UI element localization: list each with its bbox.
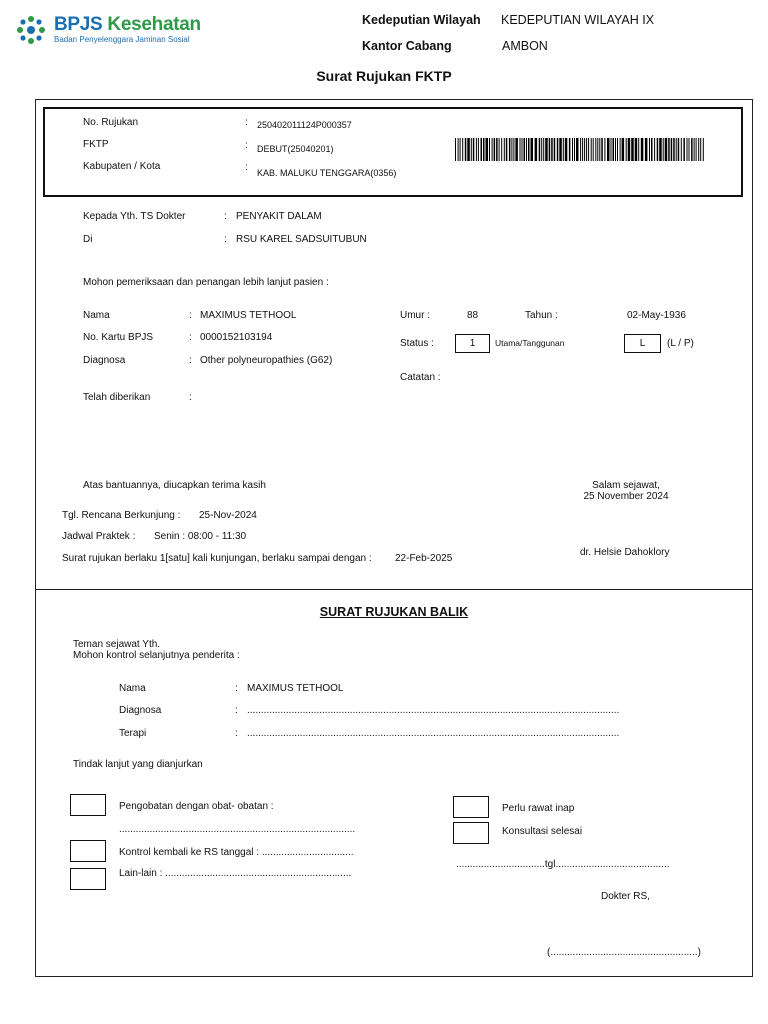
status-label: Status : [400, 338, 434, 349]
obat-checkbox[interactable] [70, 794, 106, 816]
barcode-bar [563, 138, 564, 161]
barcode-bar [678, 138, 680, 161]
barcode-bar [615, 138, 616, 161]
barcode-bar [638, 138, 639, 161]
barcode-bar [631, 138, 634, 161]
brand-name: BPJS Kesehatan [54, 14, 201, 35]
nama-label: Nama [83, 310, 110, 321]
obat-line: ..................................................................................... [119, 824, 356, 835]
barcode-bar [494, 138, 496, 161]
barcode-bar [465, 138, 467, 161]
colon: : [189, 392, 192, 403]
barcode-bar [649, 138, 650, 161]
barcode-bar [476, 138, 477, 161]
colon: : [235, 728, 238, 739]
kontrol-checkbox[interactable] [70, 840, 106, 862]
barcode-bar [593, 138, 594, 161]
barcode-bar [617, 138, 618, 161]
signature-line: (.....................................................) [547, 947, 701, 958]
barcode-bar [557, 138, 559, 161]
umur-label: Umur : [400, 310, 430, 321]
barcode-bar [668, 138, 670, 161]
balik-diagnosa-line: ...................................................................................................................................... [247, 705, 620, 716]
barcode-bar [591, 138, 592, 161]
barcode-bar [483, 138, 485, 161]
colon: : [245, 162, 248, 173]
kartu-value: 0000152103194 [200, 332, 273, 343]
barcode-bar [665, 138, 668, 161]
barcode-bar [696, 138, 697, 161]
barcode-bar [628, 138, 631, 161]
barcode-bar [663, 138, 664, 161]
dokter-rs-label: Dokter RS, [601, 891, 650, 902]
berlaku-value: 22-Feb-2025 [395, 553, 453, 564]
rencana-label: Tgl. Rencana Berkunjung : [62, 510, 181, 521]
barcode-bar [601, 138, 603, 161]
barcode-bar [478, 138, 479, 161]
no-rujukan-value: 250402011124P000357 [257, 120, 352, 130]
barcode-bar [467, 138, 470, 161]
barcode-bar [513, 138, 514, 161]
barcode-bar [586, 138, 587, 161]
barcode-bar [635, 138, 638, 161]
colon: : [189, 332, 192, 343]
obat-label: Pengobatan dengan obat- obatan : [119, 801, 274, 812]
barcode-bar [511, 138, 512, 161]
barcode-bar [607, 138, 610, 161]
colon: : [224, 211, 227, 222]
no-rujukan-label: No. Rujukan [83, 117, 139, 128]
barcode-bar [496, 138, 498, 161]
intro-text: Mohon pemeriksaan dan penangan lebih lanjut pasien : [83, 277, 329, 288]
brand-subtitle: Badan Penyelenggara Jaminan Sosial [54, 35, 190, 44]
jadwal-value: Senin : 08:00 - 11:30 [154, 531, 247, 542]
wilayah-value: KEDEPUTIAN WILAYAH IX [501, 13, 655, 27]
barcode-bar [694, 138, 695, 161]
barcode-bar [613, 138, 615, 161]
colon: : [224, 234, 227, 245]
barcode-bar [515, 138, 518, 161]
barcode-bar [526, 138, 527, 161]
barcode-bar [471, 138, 472, 161]
barcode-bar [703, 138, 704, 161]
barcode-bar [599, 138, 600, 161]
dokter-name: dr. Helsie Dahoklory [580, 547, 670, 558]
cabang-value: AMBON [502, 39, 548, 53]
bpjs-logo [16, 12, 201, 48]
salam-text: Salam sejawat, [592, 480, 660, 491]
barcode-bar [531, 138, 534, 161]
fktp-value: DEBUT(25040201) [257, 144, 334, 154]
barcode-bar [651, 138, 653, 161]
kepada-label: Kepada Yth. TS Dokter [83, 211, 186, 222]
kabupaten-label: Kabupaten / Kota [83, 161, 161, 172]
barcode-bar [554, 138, 556, 161]
barcode-bar [700, 138, 701, 161]
tindak-lanjut-label: Tindak lanjut yang dianjurkan [73, 759, 203, 770]
barcode-bar [481, 138, 483, 161]
barcode-bar [549, 138, 551, 161]
barcode-bar [620, 138, 621, 161]
barcode-bar [588, 138, 589, 161]
balik-greeting: Teman sejawat Yth. [73, 639, 161, 650]
barcode-bar [539, 138, 541, 161]
catatan-label: Catatan : [400, 372, 441, 383]
tanggal-line: ................................tgl......................................... [456, 859, 670, 870]
barcode-bar [604, 138, 605, 161]
colon: : [245, 117, 248, 128]
berlaku-text: Surat rujukan berlaku 1[satu] kali kunjungan, berlaku sampai dengan : [62, 553, 372, 564]
lain-checkbox[interactable] [70, 868, 106, 890]
barcode-bar [673, 138, 675, 161]
colon: : [235, 705, 238, 716]
colon: : [189, 310, 192, 321]
barcode-bar [597, 138, 598, 161]
umur-value: 88 [467, 310, 479, 321]
barcode-bar [657, 138, 659, 161]
barcode-bar [659, 138, 662, 161]
barcode-bar [671, 138, 673, 161]
barcode-bar [611, 138, 612, 161]
barcode-bar [681, 138, 682, 161]
jadwal-label: Jadwal Praktek : [62, 531, 136, 542]
status-box: 1 [455, 334, 490, 353]
barcode-bar [501, 138, 502, 161]
barcode-image [455, 138, 705, 161]
barcode-bar [489, 138, 490, 161]
fktp-label: FKTP [83, 139, 109, 150]
surat-date: 25 November 2024 [583, 491, 669, 502]
colon: : [189, 355, 192, 366]
barcode-bar [559, 138, 562, 161]
barcode-bar [584, 138, 585, 161]
barcode-bar [572, 138, 573, 161]
outer-frame [35, 99, 753, 977]
bpjs-emblem-icon [16, 15, 46, 45]
konsultasi-label: Konsultasi selesai [502, 826, 583, 837]
barcode-bar [460, 138, 461, 161]
barcode-bar [565, 138, 568, 161]
tahun-value: 02-May-1936 [627, 310, 686, 321]
barcode-bar [543, 138, 544, 161]
diagnosa-label: Diagnosa [83, 355, 126, 366]
kartu-label: No. Kartu BPJS [83, 332, 154, 343]
rawat-inap-checkbox[interactable] [453, 796, 489, 818]
barcode-bar [541, 138, 542, 161]
status-description: Utama/Tanggunan [495, 338, 565, 348]
sex-box: L [624, 334, 661, 353]
barcode-bar [698, 138, 699, 161]
balik-terapi-line: ...................................................................................................................................... [247, 728, 620, 739]
barcode-bar [622, 138, 625, 161]
barcode-bar [486, 138, 489, 161]
barcode-bar [689, 138, 690, 161]
balik-title: SURAT RUJUKAN BALIK [319, 605, 469, 619]
barcode-bar [626, 138, 627, 161]
rencana-value: 25-Nov-2024 [199, 510, 257, 521]
barcode-bar [654, 138, 655, 161]
barcode-bar [580, 138, 581, 161]
barcode-bar [462, 138, 463, 161]
barcode-bar [509, 138, 511, 161]
kepada-value: PENYAKIT DALAM [236, 211, 322, 222]
barcode-bar [687, 138, 688, 161]
kabupaten-value: KAB. MALUKU TENGGARA(0356) [257, 168, 397, 178]
barcode-bar [641, 138, 644, 161]
section-divider [35, 589, 753, 590]
balik-request: Mohon kontrol selanjutnya penderita : [73, 650, 240, 661]
balik-terapi-label: Terapi [119, 728, 147, 739]
balik-diagnosa-label: Diagnosa [119, 705, 162, 716]
wilayah-label: Kedeputian Wilayah [362, 13, 481, 27]
barcode-bar [506, 138, 508, 161]
sex-description: (L / P) [667, 338, 694, 349]
balik-nama-value: MAXIMUS TETHOOL [247, 683, 344, 694]
colon: : [245, 140, 248, 151]
barcode-bar [574, 138, 575, 161]
di-label: Di [83, 234, 93, 245]
balik-nama-label: Nama [119, 683, 146, 694]
barcode-bar [545, 138, 548, 161]
barcode-bar [520, 138, 521, 161]
barcode-bar [528, 138, 530, 161]
document-title: Surat Rujukan FKTP [316, 68, 452, 84]
cabang-label: Kantor Cabang [362, 39, 452, 53]
barcode-bar [458, 138, 459, 161]
barcode-bar [569, 138, 571, 161]
barcode-bar [524, 138, 526, 161]
barcode-bar [676, 138, 677, 161]
barcode-bar [492, 138, 493, 161]
colon: : [235, 683, 238, 694]
barcode-bar [645, 138, 648, 161]
barcode-bar [691, 138, 693, 161]
barcode-bar [473, 138, 475, 161]
konsultasi-checkbox[interactable] [453, 822, 489, 844]
barcode-bar [499, 138, 500, 161]
thanks-text: Atas bantuannya, diucapkan terima kasih [83, 480, 266, 491]
barcode-bar [595, 138, 596, 161]
rawat-inap-label: Perlu rawat inap [502, 803, 575, 814]
barcode-bar [535, 138, 538, 161]
barcode-bar [522, 138, 523, 161]
telah-diberikan-label: Telah diberikan [83, 392, 151, 403]
barcode-bar [455, 138, 456, 161]
nama-value: MAXIMUS TETHOOL [200, 310, 297, 321]
diagnosa-value: Other polyneuropathies (G62) [200, 355, 333, 366]
barcode-bar [582, 138, 583, 161]
tahun-label: Tahun : [525, 310, 558, 321]
barcode-bar [576, 138, 579, 161]
barcode-bar [551, 138, 553, 161]
di-value: RSU KAREL SADSUITUBUN [236, 234, 367, 245]
lain-label: Lain-lain : ................................................................... [119, 868, 352, 879]
barcode-bar [504, 138, 505, 161]
barcode-bar [683, 138, 685, 161]
kontrol-label: Kontrol kembali ke RS tanggal : ................................. [119, 847, 354, 858]
